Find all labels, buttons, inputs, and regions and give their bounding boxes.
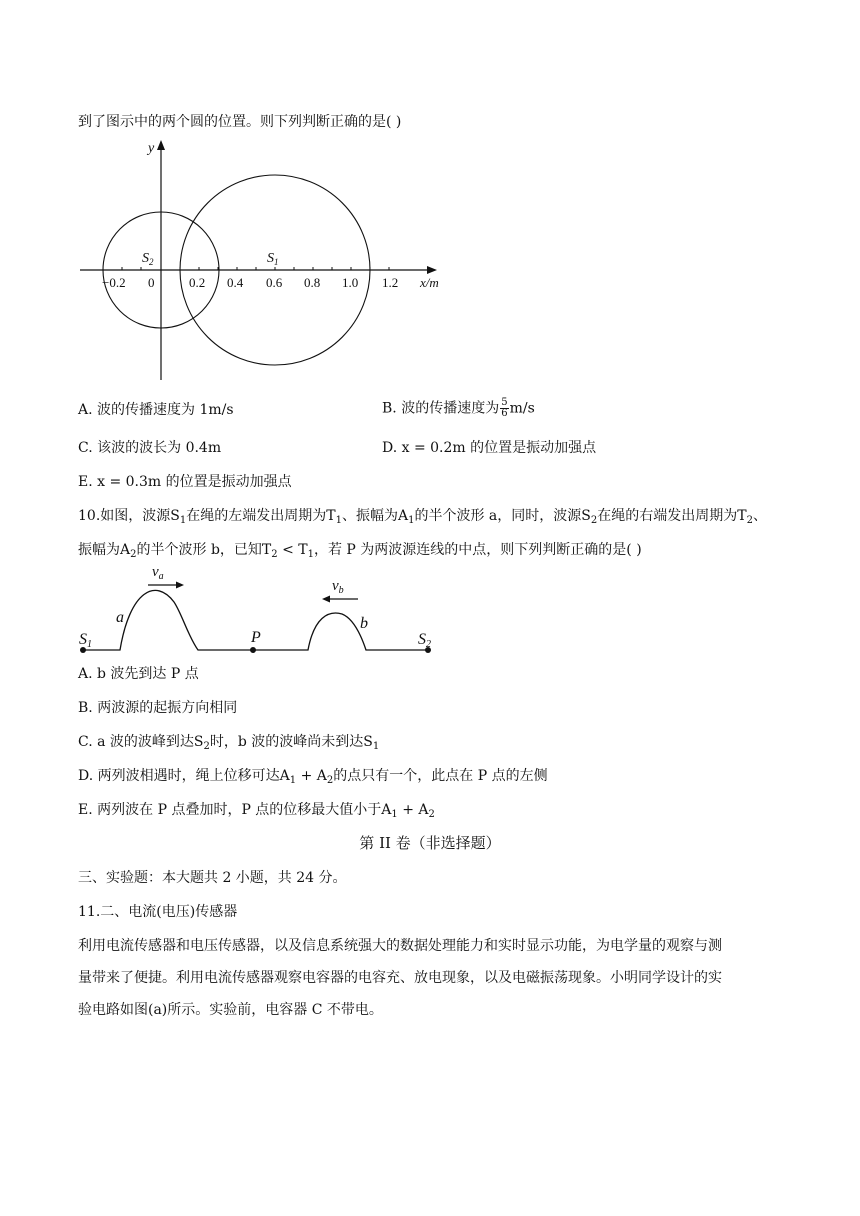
y-axis-label: y <box>148 141 155 156</box>
vb-arrowhead <box>322 596 330 603</box>
q10-rope-figure <box>78 558 448 660</box>
fraction: $\frac{5}{6}$ <box>501 397 508 419</box>
tick-label: −0.2 <box>102 275 126 290</box>
s2-label: S2 <box>418 631 431 650</box>
q10-option-b: B. 两波源的起振方向相同 <box>78 700 238 716</box>
section-title: 第 II 卷（非选择题） <box>359 834 501 852</box>
q10-option-d: D. 两列波相遇时，绳上位移可达$A_1 + A_2$的点只有一个，此点在 P 点的左侧 <box>78 768 548 786</box>
va-label: $v_a$ <box>152 564 164 582</box>
tick-label: 0.2 <box>189 275 206 290</box>
tick-label: 1.2 <box>382 275 399 290</box>
q11-title: 11.二、电流(电压)传感器 <box>78 904 238 920</box>
q9-stem: 到了图示中的两个圆的位置。则下列判断正确的是( ) <box>78 114 402 130</box>
source-s2-label: $S_2$ <box>142 251 154 267</box>
va-arrowhead <box>176 582 184 589</box>
q9-option-e: E. x = 0.3m 的位置是振动加强点 <box>78 474 292 490</box>
q10-option-e: E. 两列波在 P 点叠加时，P 点的位移最大值小于$A_1 + A_2$ <box>78 802 435 820</box>
tick-label: 0 <box>148 275 155 290</box>
tick-label: 0.4 <box>227 275 244 290</box>
q11-paragraph-line3: 验电路如图(a)所示。实验前，电容器 C 不带电。 <box>78 1002 383 1018</box>
tick-label: 1.0 <box>342 275 359 290</box>
q10-stem-line1: 10.如图，波源$S_1$在绳的左端发出周期为$T_1$、振幅为$A_1$的半个波形 a，同时，波源$S_2$在绳的右端发出周期为$T_2$、 <box>78 508 767 526</box>
q10-option-c: C. a 波的波峰到达$S_2$时，b 波的波峰尚未到达$S_1$ <box>78 734 380 752</box>
q9-circles-figure <box>78 136 458 386</box>
x-axis-arrow <box>427 266 437 274</box>
source-s1-label: $S_1$ <box>267 251 279 267</box>
q9-option-c: C. 该波的波长为 0.4m <box>78 440 222 456</box>
y-axis-arrow <box>157 140 165 150</box>
tick-label: 0.8 <box>304 275 321 290</box>
wave-b-label: b <box>360 615 368 632</box>
vb-label: $v_b$ <box>332 578 344 596</box>
q11-paragraph-line1: 利用电流传感器和电压传感器，以及信息系统强大的数据处理能力和实时显示功能，为电学量的观察与测 <box>78 938 722 954</box>
q9-option-b: B. 波的传播速度为 $\frac{5}{6}$ m/s <box>382 397 535 419</box>
q10-stem-line2: 振幅为$A_2$的半个波形 b，已知$T_2 < T_1$，若 P 为两波源连线的中点，则下列判断正确的是( ) <box>78 542 642 560</box>
tick-label: 0.6 <box>266 275 283 290</box>
wave-a-label: a <box>116 609 124 626</box>
s1-label: S1 <box>79 631 92 650</box>
q9-option-a: A. 波的传播速度为 1m/s <box>78 402 234 418</box>
p-point <box>250 647 256 653</box>
x-axis-label: x/m <box>420 275 439 290</box>
q9-option-d: D. x = 0.2m 的位置是振动加强点 <box>382 440 597 456</box>
part3-heading: 三、实验题：本大题共 2 小题，共 24 分。 <box>78 870 347 886</box>
q11-paragraph-line2: 量带来了便捷。利用电流传感器观察电容器的电容充、放电现象，以及电磁振荡现象。小明同学设计的实 <box>78 970 722 986</box>
q10-option-a: A. b 波先到达 P 点 <box>78 666 199 682</box>
p-label: P <box>251 629 261 646</box>
